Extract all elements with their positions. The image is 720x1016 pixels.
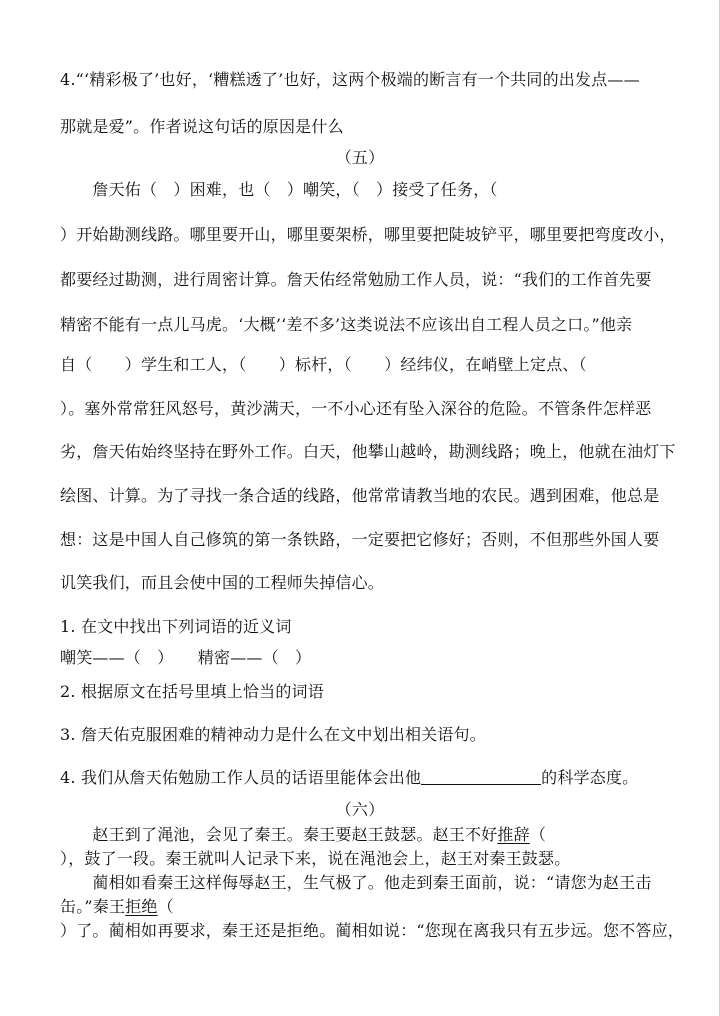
question-5-4-suffix: 的科学态度。 [541, 768, 639, 787]
passage-5-line: 绘图、计算。为了寻找一条合适的线路，他常常请教当地的农民。遇到困难，他总是 [60, 486, 660, 505]
question-5-1: 1. 在文中找出下列词语的近义词 [60, 617, 292, 636]
question-5-2: 2. 根据原文在括号里填上恰当的词语 [60, 682, 324, 701]
passage-6-line [60, 897, 174, 917]
passage-5-line: ）。塞外常常狂风怒号，黄沙满天，一不小心还有坠入深谷的危险。不管条件怎样恶 [60, 399, 652, 418]
passage-6-line [60, 825, 546, 845]
passage-6-text: 缶。”秦王 [60, 897, 126, 916]
question-4-line-1: 4.“‘精彩极了’也好，‘糟糕透了’也好，这两个极端的断言有一个共同的出发点—— [60, 70, 640, 89]
passage-5-line: 精密不能有一点儿马虎。‘大概’‘差不多’这类说法不应该出自工程人员之口。”他亲 [60, 315, 633, 334]
underlined-word: 拒绝 [125, 897, 158, 916]
passage-6-line: ）了。蔺相如再要求，秦王还是拒绝。蔺相如说：“您现在离我只有五步远。您不答应， [60, 921, 684, 940]
underlined-word: 推辞 [497, 825, 530, 844]
question-4-line-2: 那就是爱”。作者说这句话的原因是什么 [60, 117, 344, 136]
answer-blank[interactable] [421, 768, 541, 785]
passage-6-text: （ [529, 825, 547, 844]
passage-5-line: 都要经过勘测，进行周密计算。詹天佑经常勉励工作人员，说：“我们的工作首先要 [60, 270, 652, 289]
question-5-4 [60, 768, 638, 788]
passage-5-line: 讥笑我们，而且会使中国的工程师失掉信心。 [60, 573, 385, 592]
section-5-heading: （五） [335, 148, 385, 167]
section-6-heading: （六） [335, 800, 385, 819]
passage-5-line: 自（ ）学生和工人，（ ）标杆，（ ）经纬仪，在峭壁上定点、（ [60, 355, 587, 374]
passage-6-text: （ [157, 897, 174, 916]
passage-5-line: 詹天佑（ ）困难，也（ ）嘲笑，（ ）接受了任务，（ [60, 180, 498, 199]
passage-5-line: 劣，詹天佑始终坚持在野外工作。白天，他攀山越岭，勘测线路；晚上，他就在油灯下 [60, 442, 676, 461]
question-5-4-text: 4. 我们从詹天佑勉励工作人员的话语里能体会出他 [60, 768, 422, 787]
passage-6-line: 蔺相如看秦王这样侮辱赵王，生气极了。他走到秦王面前，说：“请您为赵王击 [60, 873, 652, 892]
question-5-3: 3. 詹天佑克服困难的精神动力是什么在文中划出相关语句。 [60, 725, 486, 744]
passage-5-line: 想：这是中国人自己修筑的第一条铁路，一定要把它修好；否则，不但那些外国人要 [60, 530, 660, 549]
question-5-1-items: 嘲笑——（ ） 精密——（ ） [60, 648, 312, 667]
passage-6-line: ），鼓了一段。秦王就叫人记录下来，说在渑池会上，赵王对秦王鼓瑟。 [60, 849, 571, 868]
passage-6-text: 赵王到了渑池，会见了秦王。秦王要赵王鼓瑟。赵王不好 [60, 825, 498, 844]
passage-5-line: ）开始勘测线路。哪里要开山，哪里要架桥，哪里要把陡坡铲平，哪里要把弯度改小， [60, 225, 676, 244]
